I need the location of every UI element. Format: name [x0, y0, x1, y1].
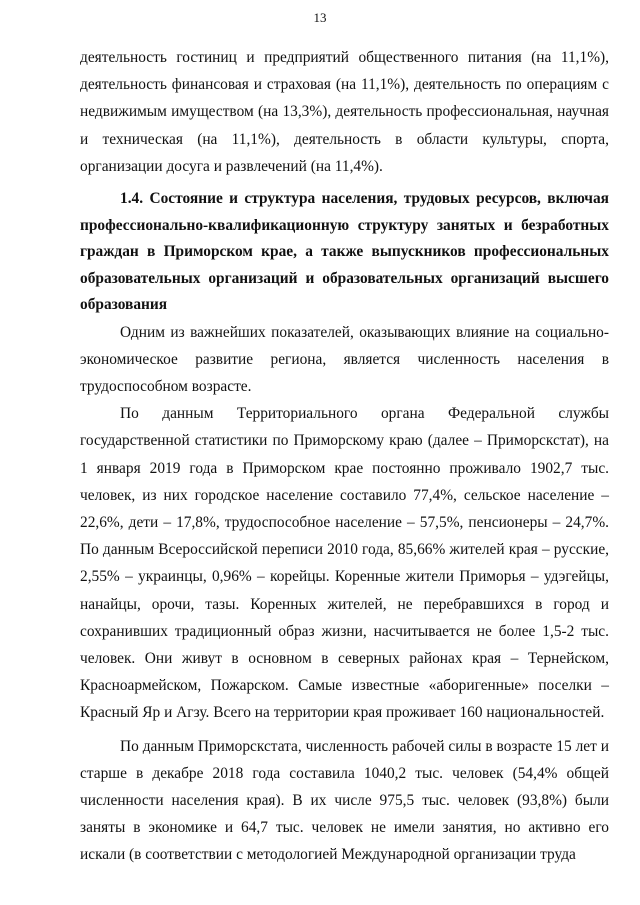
page-number: 13 — [313, 10, 327, 25]
paragraph-population: По данным Территориального органа Федеральной службы государственной статистики по Приморскому краю (далее – Приморскстат), на 1 января 2019 года в Приморском крае постоянно проживало 1902,7 тыс. человек, из них городское население составило 77,4%, сельское население – 22,6%, дети – 17,8%, трудоспособное население – 57,5%, пенсионеры – 24,7%. По данным Всероссийской переписи 2010 года, 85,66% жителей края – русские, 2,55% – украинцы, 0,96% – корейцы. Коренные жители Приморья – удэгейцы, нанайцы, орочи, тазы. Коренных жителей, не перебравшихся в город и сохранивших традиционный образ жизни, насчитывается не более 1,5-2 тыс. человек. Они живут в основном в северных районах края – Тернейском, Красноармейском, Пожарском. Самые известные «аборигенные» поселки – Красный Яр и Агзу. Всего на территории края проживает 160 национальностей. — [80, 405, 609, 722]
paragraph-intro: Одним из важнейших показателей, оказывающих влияние на социально-экономическое развитие региона, является численность населения в трудоспособном возрасте. — [80, 323, 609, 395]
paragraph-labor-force: По данным Приморскстата, численность рабочей силы в возрасте 15 лет и старше в декабре 2018 года составила 1040,2 тыс. человек (54,4% общей численности населения края). В их числе 975,5 тыс. человек (93,8%) были заняты в экономике и 64,7 тыс. человек не имели занятия, но активно его искали (в соответствии с методологией Международной организации труда — [80, 737, 609, 864]
section-heading: 1.4. Состояние и структура населения, трудовых ресурсов, включая профессионально-квалификационную структуру занятых и безработных граждан в Приморском крае, а также выпускников профессиональных образовательных организаций и образовательных организаций высшего образования — [80, 190, 609, 314]
document-body — [80, 44, 609, 869]
paragraph-continuation: деятельность гостиниц и предприятий общественного питания (на 11,1%), деятельность финансовая и страховая (на 11,1%), деятельность по операциям с недвижимым имуществом (на 13,3%), деятельность профессиональная, научная и техническая (на 11,1%), деятельность в области культуры, спорта, организации досуга и развлечений (на 11,4%). — [80, 49, 609, 175]
